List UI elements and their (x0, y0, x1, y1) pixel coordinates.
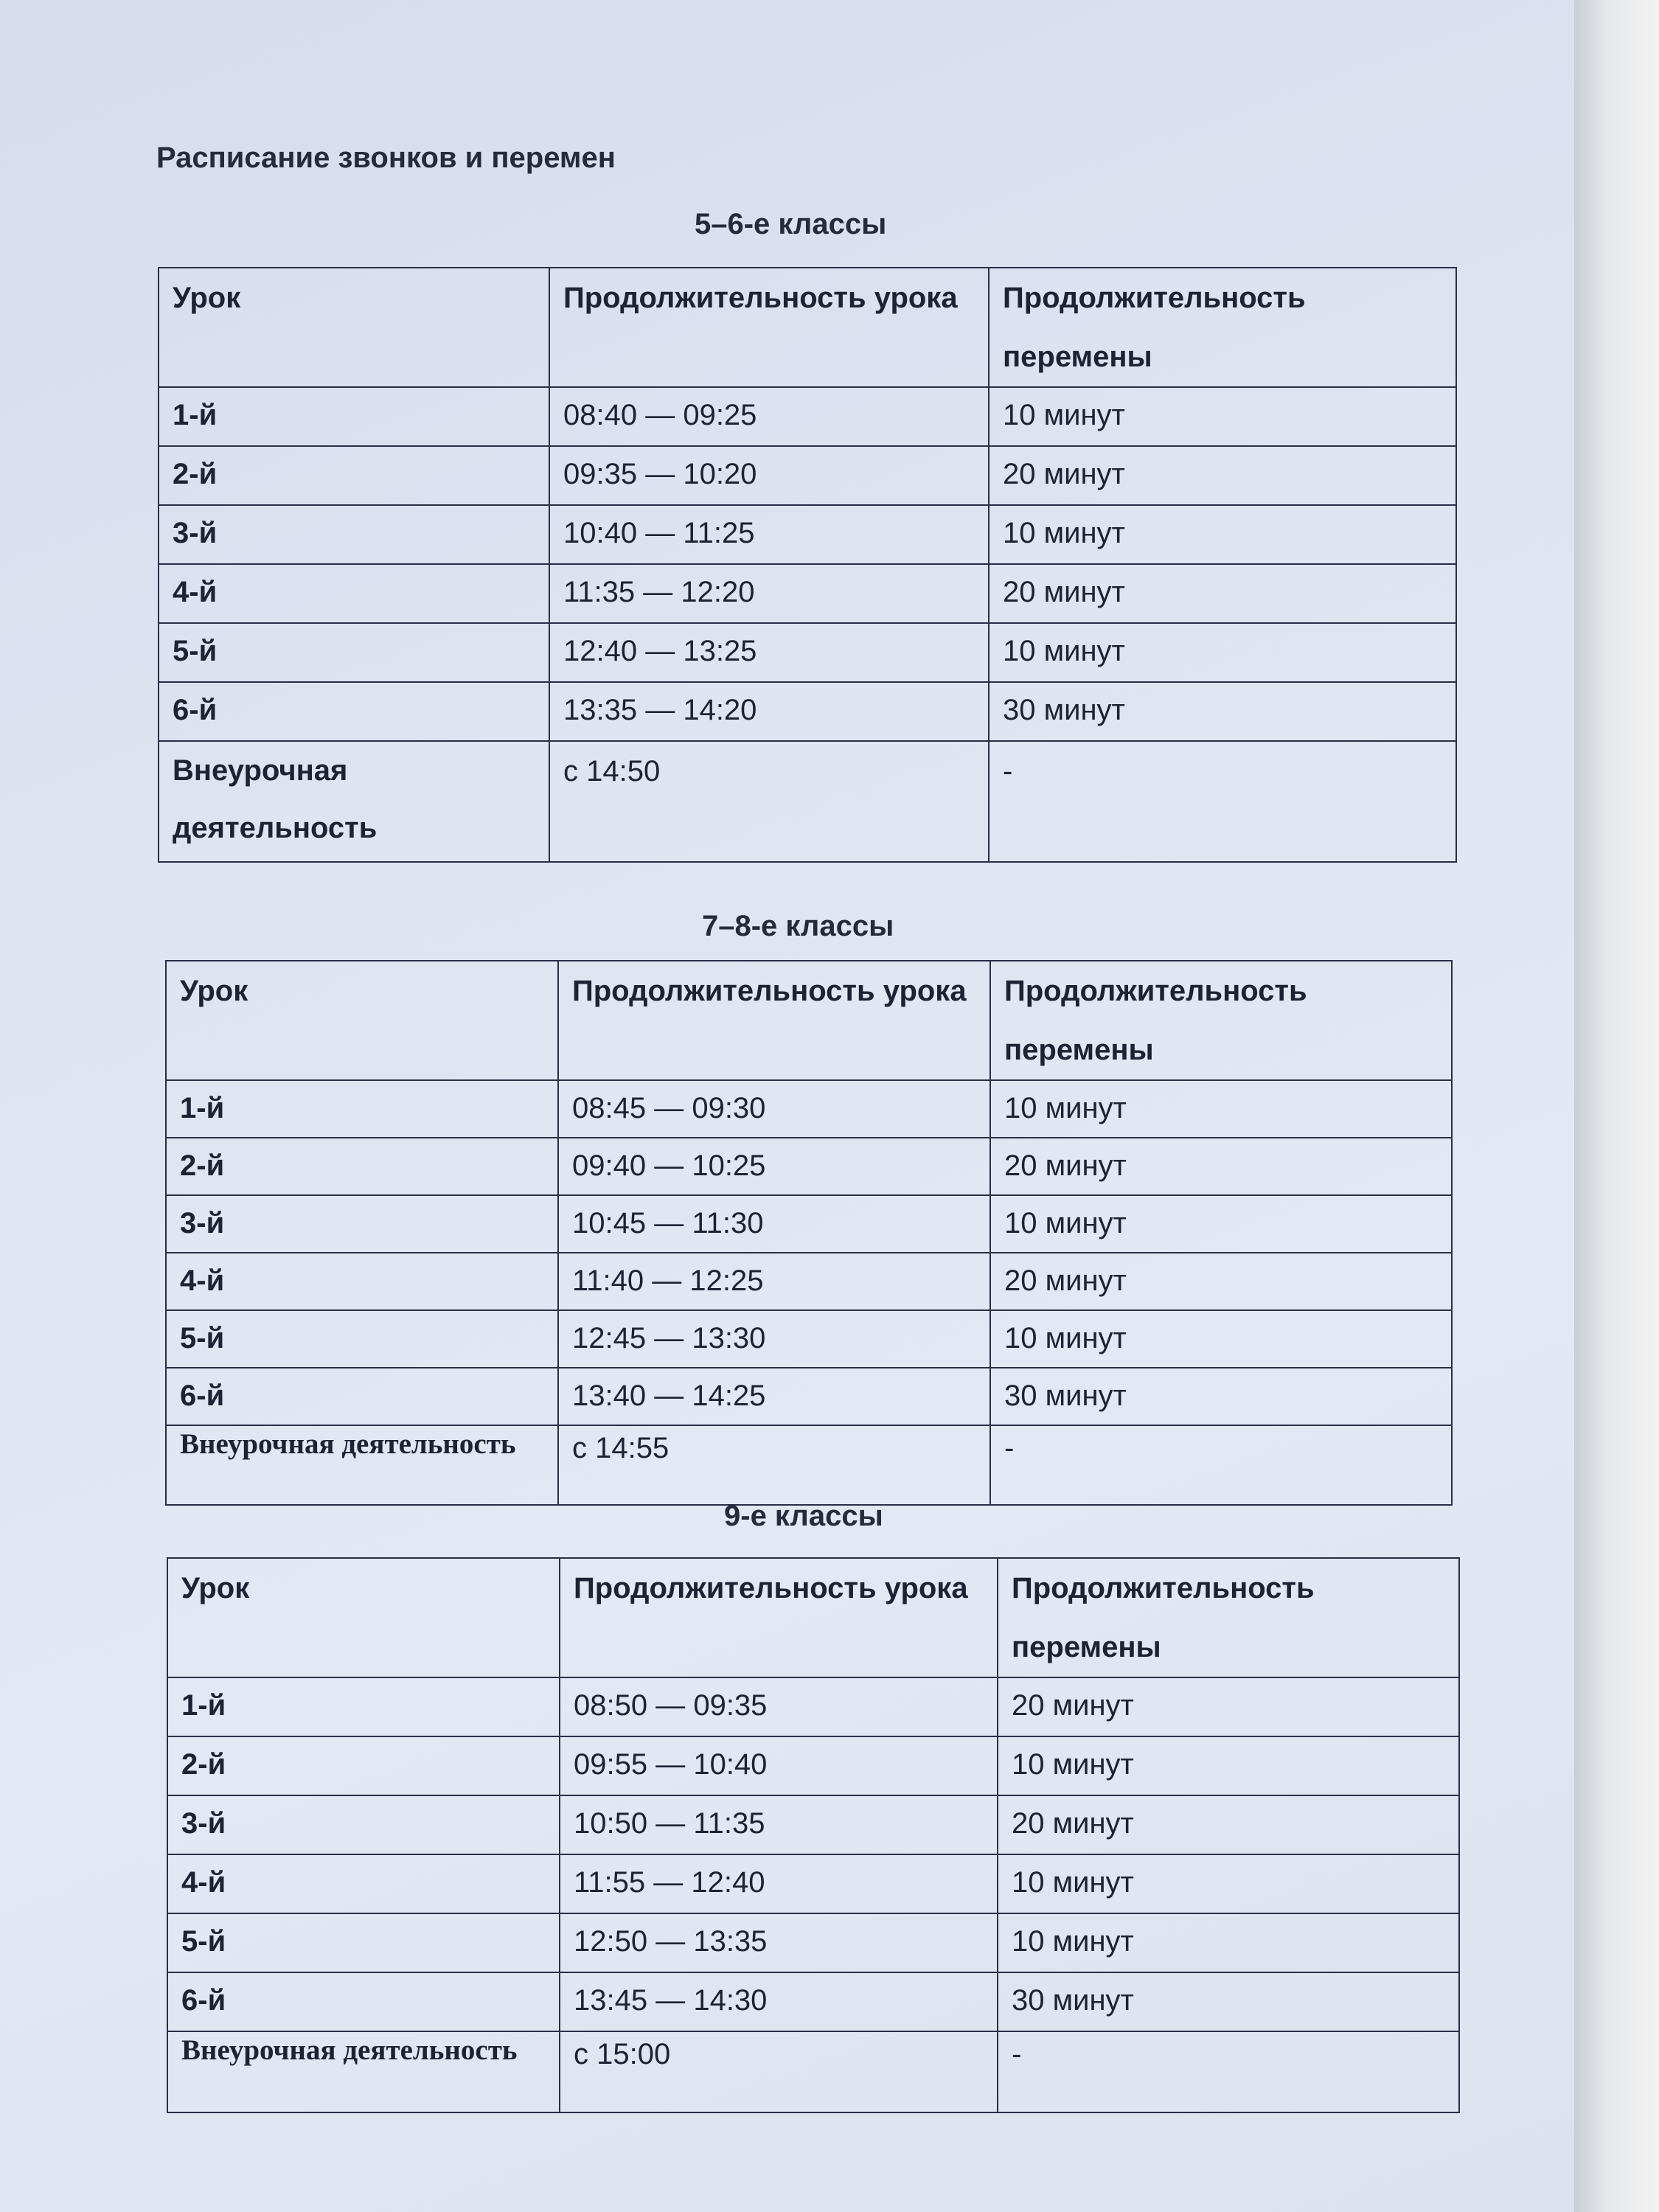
extracurricular-label: Внеурочная деятельность (167, 2031, 560, 2112)
table-row (167, 1972, 1459, 2031)
break-length: 20 минут (998, 1795, 1459, 1854)
lesson-number: 6-й (159, 682, 549, 741)
lesson-number: 4-й (159, 564, 549, 623)
lesson-number: 1-й (167, 1677, 560, 1736)
lesson-time: 09:35 — 10:20 (549, 446, 989, 505)
table-row (159, 387, 1456, 446)
extracurricular-break: - (990, 1425, 1452, 1505)
extracurricular-break: - (989, 741, 1456, 862)
table-row (167, 1854, 1459, 1913)
break-length: 10 минут (998, 1854, 1459, 1913)
table-header-row (159, 268, 1456, 387)
extracurricular-break: - (998, 2031, 1459, 2112)
lesson-time: 09:55 — 10:40 (560, 1736, 998, 1795)
table-row (159, 446, 1456, 505)
break-length: 10 минут (998, 1736, 1459, 1795)
header-lesson-duration: Продолжительность урока (560, 1558, 998, 1677)
table-row (166, 1138, 1452, 1195)
lesson-number: 3-й (166, 1195, 558, 1253)
table-row (166, 1368, 1452, 1425)
lesson-time: 12:40 — 13:25 (549, 623, 989, 682)
header-break-duration: Продолжительность перемены (990, 961, 1452, 1080)
lesson-number: 2-й (159, 446, 549, 505)
lesson-time: 11:40 — 12:25 (558, 1253, 990, 1310)
table-row (166, 1195, 1452, 1253)
schedule-table-5-6 (158, 267, 1457, 863)
lesson-time: 12:45 — 13:30 (558, 1310, 990, 1368)
break-length: 20 минут (990, 1253, 1452, 1310)
background-surface (1574, 0, 1659, 2212)
header-lesson-duration: Продолжительность урока (558, 961, 990, 1080)
lesson-time: 11:35 — 12:20 (549, 564, 989, 623)
table-row (159, 682, 1456, 741)
lesson-time: 10:50 — 11:35 (560, 1795, 998, 1854)
schedule-table-9 (167, 1557, 1460, 2113)
break-length: 10 минут (990, 1195, 1452, 1253)
lesson-time: 10:40 — 11:25 (549, 505, 989, 564)
break-length: 30 минут (998, 1972, 1459, 2031)
lesson-number: 5-й (159, 623, 549, 682)
lesson-time: 10:45 — 11:30 (558, 1195, 990, 1253)
lesson-time: 13:45 — 14:30 (560, 1972, 998, 2031)
lesson-number: 2-й (166, 1138, 558, 1195)
break-length: 10 минут (990, 1310, 1452, 1368)
table-row (167, 1795, 1459, 1854)
lesson-time: 08:50 — 09:35 (560, 1677, 998, 1736)
extracurricular-label: Внеурочная деятельность (159, 741, 549, 862)
break-length: 20 минут (989, 564, 1456, 623)
document-title: Расписание звонков и перемен (156, 142, 616, 174)
header-lesson: Урок (166, 961, 558, 1080)
table-row (167, 1677, 1459, 1736)
lesson-time: 13:40 — 14:25 (558, 1368, 990, 1425)
section-title-5-6: 5–6-е классы (695, 208, 887, 240)
table-row (159, 564, 1456, 623)
lesson-time: 13:35 — 14:20 (549, 682, 989, 741)
table-row (159, 623, 1456, 682)
extracurricular-time: с 15:00 (560, 2031, 998, 2112)
lesson-time: 08:45 — 09:30 (558, 1080, 990, 1138)
break-length: 10 минут (998, 1913, 1459, 1972)
table-row-extracurricular (159, 741, 1456, 862)
table-row (166, 1253, 1452, 1310)
header-lesson-duration: Продолжительность урока (549, 268, 989, 387)
extracurricular-label: Внеурочная деятельность (166, 1425, 558, 1505)
lesson-number: 3-й (159, 505, 549, 564)
lesson-number: 2-й (167, 1736, 560, 1795)
table-row (166, 1080, 1452, 1138)
lesson-number: 5-й (167, 1913, 560, 1972)
lesson-number: 6-й (167, 1972, 560, 2031)
break-length: 10 минут (989, 505, 1456, 564)
section-title-9: 9-е классы (724, 1500, 883, 1532)
lesson-time: 09:40 — 10:25 (558, 1138, 990, 1195)
break-length: 10 минут (989, 623, 1456, 682)
lesson-number: 1-й (166, 1080, 558, 1138)
lesson-number: 1-й (159, 387, 549, 446)
break-length: 20 минут (989, 446, 1456, 505)
header-lesson: Урок (167, 1558, 560, 1677)
table-header-row (167, 1558, 1459, 1677)
header-break-duration: Продолжительность перемены (989, 268, 1456, 387)
table-header-row (166, 961, 1452, 1080)
break-length: 30 минут (989, 682, 1456, 741)
header-break-duration: Продолжительность перемены (998, 1558, 1459, 1677)
table-row (167, 1913, 1459, 1972)
break-length: 10 минут (989, 387, 1456, 446)
lesson-time: 11:55 — 12:40 (560, 1854, 998, 1913)
break-length: 20 минут (990, 1138, 1452, 1195)
extracurricular-time: с 14:50 (549, 741, 989, 862)
lesson-number: 6-й (166, 1368, 558, 1425)
break-length: 10 минут (990, 1080, 1452, 1138)
header-lesson: Урок (159, 268, 549, 387)
extracurricular-time: с 14:55 (558, 1425, 990, 1505)
break-length: 30 минут (990, 1368, 1452, 1425)
schedule-table-7-8 (165, 960, 1453, 1506)
table-row (159, 505, 1456, 564)
lesson-number: 4-й (166, 1253, 558, 1310)
lesson-time: 08:40 — 09:25 (549, 387, 989, 446)
section-title-7-8: 7–8-е классы (702, 910, 894, 942)
lesson-number: 5-й (166, 1310, 558, 1368)
lesson-number: 3-й (167, 1795, 560, 1854)
table-row (167, 1736, 1459, 1795)
table-row-extracurricular (166, 1425, 1452, 1505)
lesson-time: 12:50 — 13:35 (560, 1913, 998, 1972)
break-length: 20 минут (998, 1677, 1459, 1736)
lesson-number: 4-й (167, 1854, 560, 1913)
table-row (166, 1310, 1452, 1368)
table-row-extracurricular (167, 2031, 1459, 2112)
